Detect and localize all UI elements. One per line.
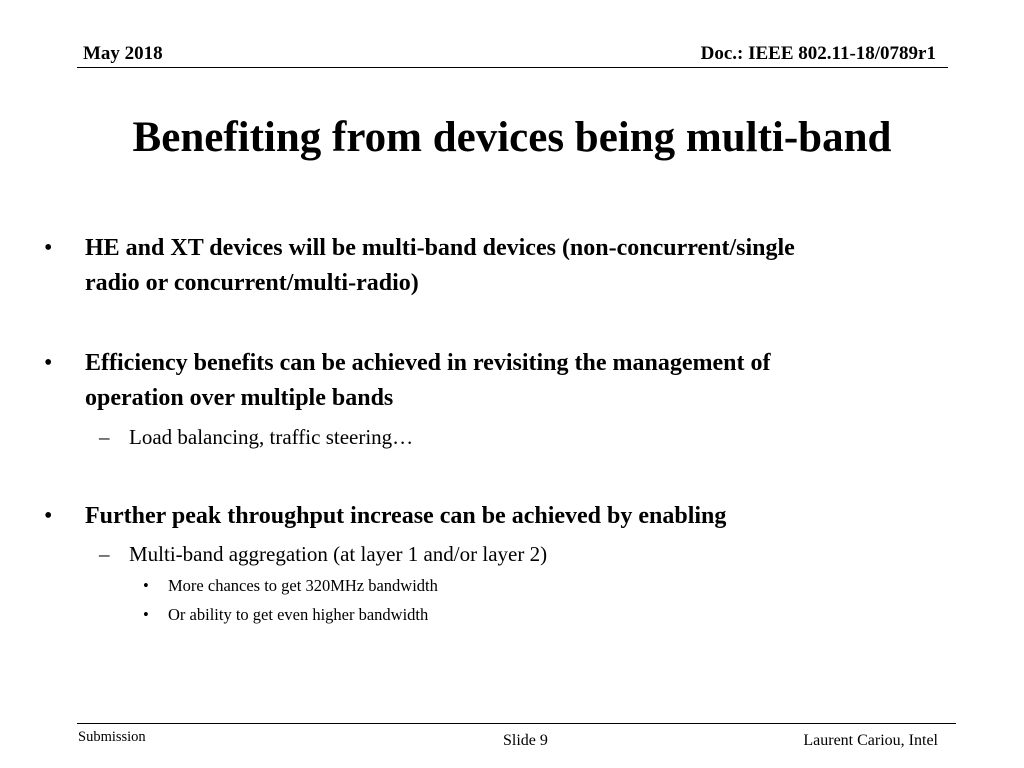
slide-title: Benefiting from devices being multi-band (132, 114, 892, 161)
bullet-item (44, 346, 945, 416)
bullet-marker: • (143, 605, 149, 624)
footer-author: Laurent Cariou, Intel (803, 732, 938, 749)
footer-submission: Submission (78, 729, 146, 745)
sub-bullet-text: Multi-band aggregation (at layer 1 and/or layer 2) (129, 542, 548, 566)
sub-sub-bullet-text: Or ability to get even higher bandwidth (168, 605, 429, 624)
sub-sub-bullet-item (143, 603, 928, 627)
bullet-text-line: Further peak throughput increase can be achieved by enabling (85, 503, 727, 529)
bullet-marker: • (44, 350, 53, 376)
bullet-text-line: operation over multiple bands (85, 385, 394, 411)
footer-divider (77, 723, 956, 724)
sub-sub-bullet-text: More chances to get 320MHz bandwidth (168, 576, 438, 595)
dash-marker: – (99, 542, 110, 566)
bullet-text-line: Efficiency benefits can be achieved in revisiting the management of (85, 350, 771, 376)
header-doc-id: Doc.: IEEE 802.11-18/0789r1 (700, 43, 936, 64)
bullet-item (44, 231, 945, 301)
bullet-text-line: HE and XT devices will be multi-band devices (non-concurrent/single (85, 235, 795, 261)
sub-bullet-item (99, 422, 929, 452)
footer-slide-number: Slide 9 (503, 732, 548, 749)
bullet-marker: • (44, 503, 53, 529)
bullet-marker: • (44, 235, 53, 261)
sub-bullet-item (99, 539, 929, 569)
header-divider (77, 67, 948, 68)
bullet-item (44, 499, 945, 534)
sub-bullet-text: Load balancing, traffic steering… (129, 425, 414, 449)
dash-marker: – (99, 425, 110, 449)
sub-sub-bullet-item (143, 574, 928, 598)
header-date: May 2018 (83, 43, 163, 64)
bullet-marker: • (143, 576, 149, 595)
bullet-text-line: radio or concurrent/multi-radio) (85, 270, 419, 296)
